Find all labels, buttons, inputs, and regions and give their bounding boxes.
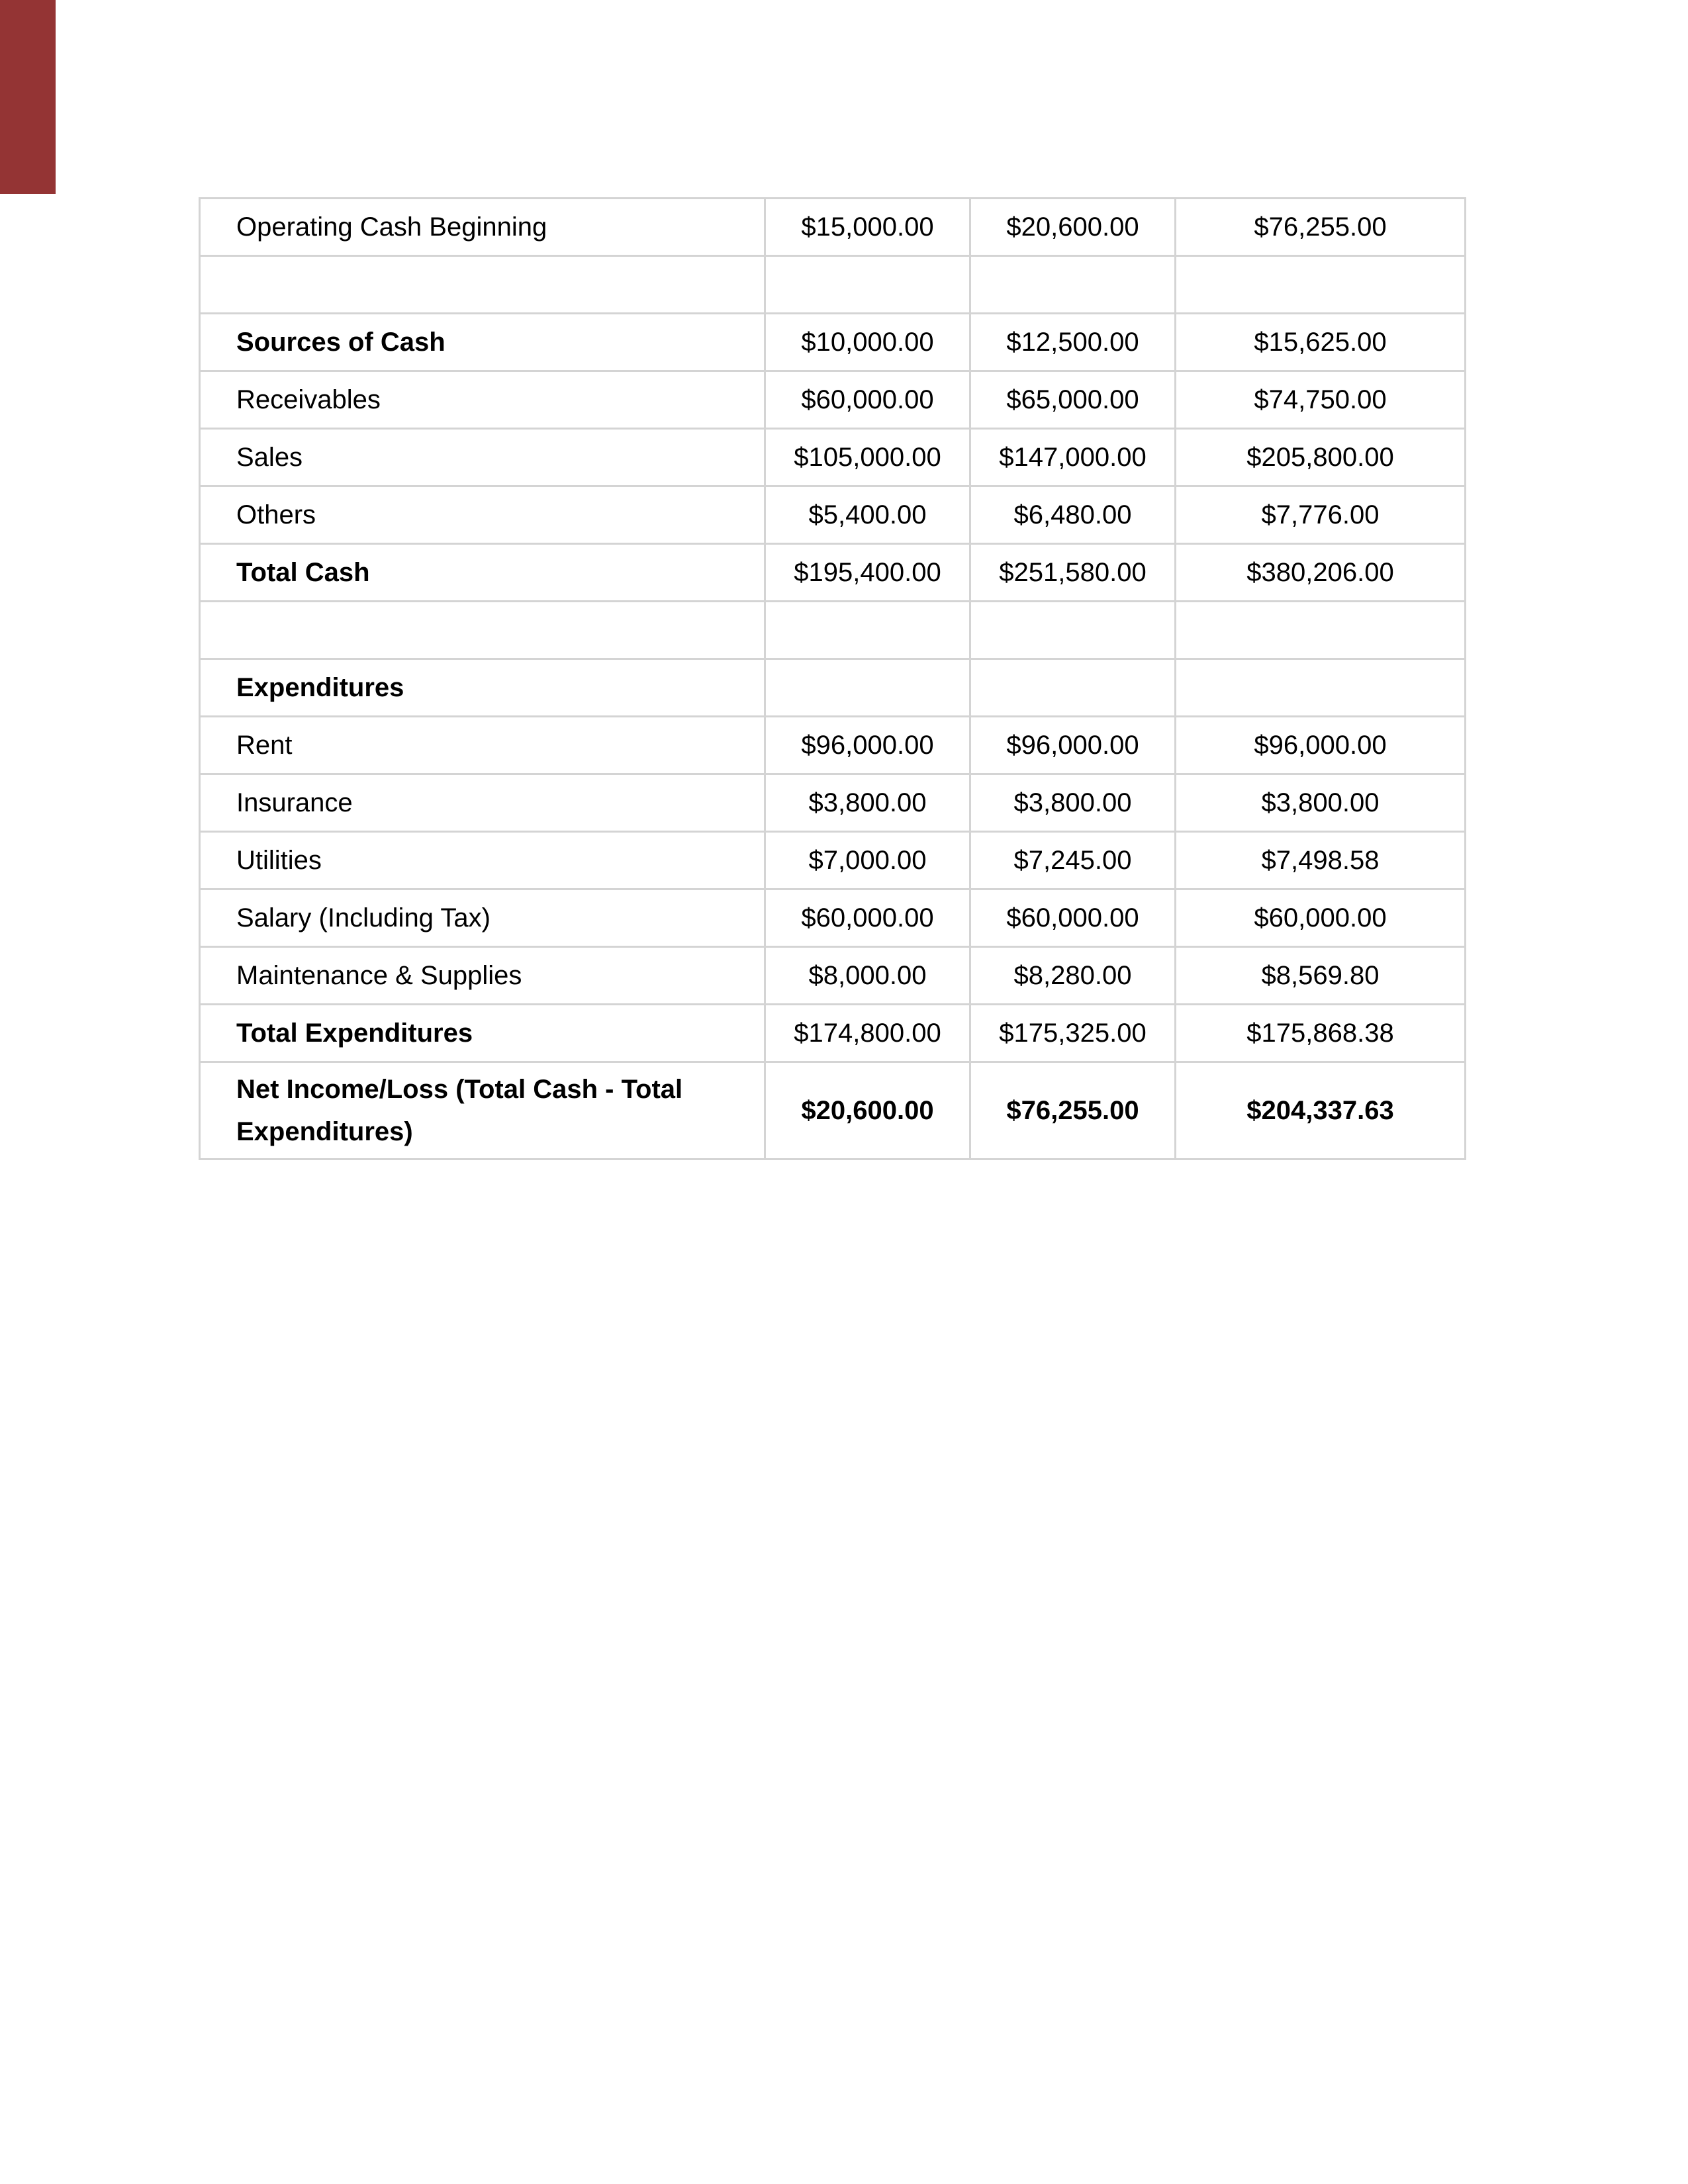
row-value: $6,480.00 [970,486,1176,544]
row-label: Sales [200,429,765,486]
row-value: $15,000.00 [765,199,970,256]
row-value: $76,255.00 [1176,199,1466,256]
row-label: Operating Cash Beginning [200,199,765,256]
row-value: $60,000.00 [1176,889,1466,947]
row-value: $7,245.00 [970,832,1176,889]
row-value: $60,000.00 [765,371,970,429]
row-value: $60,000.00 [970,889,1176,947]
table-row [200,717,1466,774]
table-row [200,889,1466,947]
row-value: $3,800.00 [765,774,970,832]
row-value [1176,659,1466,717]
row-value [765,256,970,314]
row-value: $105,000.00 [765,429,970,486]
row-value: $8,000.00 [765,947,970,1005]
table-row [200,429,1466,486]
row-value: $175,325.00 [970,1005,1176,1062]
row-label: Sources of Cash [200,314,765,371]
table-row [200,774,1466,832]
row-value: $96,000.00 [1176,717,1466,774]
row-value: $7,000.00 [765,832,970,889]
row-value: $251,580.00 [970,544,1176,602]
row-value: $175,868.38 [1176,1005,1466,1062]
row-value: $76,255.00 [970,1062,1176,1160]
row-label: Total Cash [200,544,765,602]
row-label: Insurance [200,774,765,832]
row-value: $205,800.00 [1176,429,1466,486]
row-value: $20,600.00 [765,1062,970,1160]
row-value: $5,400.00 [765,486,970,544]
table-row [200,486,1466,544]
row-label: Net Income/Loss (Total Cash - Total Expenditures) [200,1062,765,1160]
row-label: Expenditures [200,659,765,717]
table-row [200,947,1466,1005]
row-label: Maintenance & Supplies [200,947,765,1005]
row-value: $7,776.00 [1176,486,1466,544]
row-value: $20,600.00 [970,199,1176,256]
row-value [970,602,1176,659]
row-value: $65,000.00 [970,371,1176,429]
row-value [1176,256,1466,314]
row-label: Rent [200,717,765,774]
table-row [200,544,1466,602]
row-label: Utilities [200,832,765,889]
row-value: $204,337.63 [1176,1062,1466,1160]
accent-bar [0,0,56,194]
row-value: $3,800.00 [1176,774,1466,832]
row-label [200,256,765,314]
table-row [200,199,1466,256]
table-row [200,659,1466,717]
table-row [200,314,1466,371]
row-value: $15,625.00 [1176,314,1466,371]
row-value: $8,280.00 [970,947,1176,1005]
row-value: $8,569.80 [1176,947,1466,1005]
net-income-row [200,1062,1466,1160]
row-value [765,602,970,659]
spacer-row [200,602,1466,659]
row-value: $380,206.00 [1176,544,1466,602]
row-value: $3,800.00 [970,774,1176,832]
row-value: $60,000.00 [765,889,970,947]
row-label: Receivables [200,371,765,429]
spacer-row [200,256,1466,314]
cash-flow-table [199,197,1466,1160]
row-label [200,602,765,659]
table-row [200,1005,1466,1062]
row-value: $12,500.00 [970,314,1176,371]
table-row [200,371,1466,429]
row-value [765,659,970,717]
row-label: Total Expenditures [200,1005,765,1062]
row-value: $96,000.00 [765,717,970,774]
row-value: $74,750.00 [1176,371,1466,429]
row-value: $174,800.00 [765,1005,970,1062]
row-value [1176,602,1466,659]
row-value: $7,498.58 [1176,832,1466,889]
row-value: $195,400.00 [765,544,970,602]
row-value [970,256,1176,314]
row-label: Salary (Including Tax) [200,889,765,947]
table-row [200,832,1466,889]
row-value: $147,000.00 [970,429,1176,486]
row-label: Others [200,486,765,544]
row-value [970,659,1176,717]
row-value: $10,000.00 [765,314,970,371]
row-value: $96,000.00 [970,717,1176,774]
